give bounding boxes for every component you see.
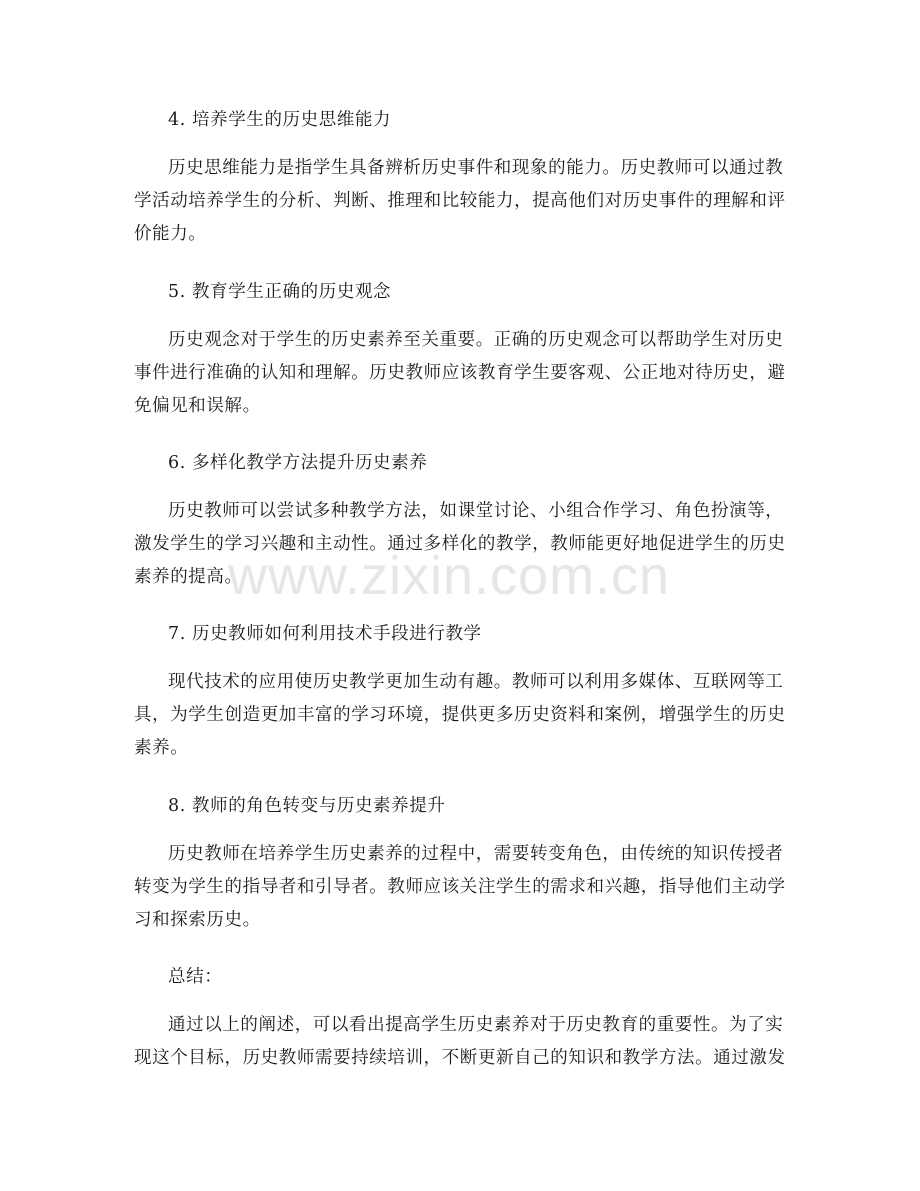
section-heading-8: 8. 教师的角色转变与历史素养提升 [168,796,446,816]
section-body-8: 历史教师在培养学生历史素养的过程中，需要转变角色，由传统的知识传授者转变为学生的指导者和引导者。教师应该关注学生的需求和兴趣，指导他们主动学习和探索历史。 [134,844,786,930]
section-body-5: 历史观念对于学生的历史素养至关重要。正确的历史观念可以帮助学生对历史事件进行准确的认知和理解。历史教师应该教育学生要客观、公正地对待历史，避免偏见和误解。 [134,330,786,416]
summary-body: 通过以上的阐述，可以看出提高学生历史素养对于历史教育的重要性。为了实现这个目标，历史教师需要持续培训，不断更新自己的知识和教学方法。通过激发 [134,1015,786,1068]
section-heading-4: 4. 培养学生的历史思维能力 [168,110,392,130]
watermark: www.zixin.com.cn [228,546,671,606]
summary-heading: 总结： [168,967,223,987]
section-body-4: 历史思维能力是指学生具备辨析历史事件和现象的能力。历史教师可以通过教学活动培养学生的分析、判断、推理和比较能力，提高他们对历史事件的理解和评价能力。 [134,158,786,244]
section-body-6: 历史教师可以尝试多种教学方法，如课堂讨论、小组合作学习、角色扮演等，激发学生的学习兴趣和主动性。通过多样化的教学，教师能更好地促进学生的历史素养的提高。 [134,501,786,587]
section-heading-6: 6. 多样化教学方法提升历史素养 [168,453,428,473]
section-body-7: 现代技术的应用使历史教学更加生动有趣。教师可以利用多媒体、互联网等工具，为学生创造更加丰富的学习环境，提供更多历史资料和案例，增强学生的历史素养。 [134,672,786,758]
section-heading-7: 7. 历史教师如何利用技术手段进行教学 [168,624,482,644]
section-heading-5: 5. 教育学生正确的历史观念 [168,282,392,302]
